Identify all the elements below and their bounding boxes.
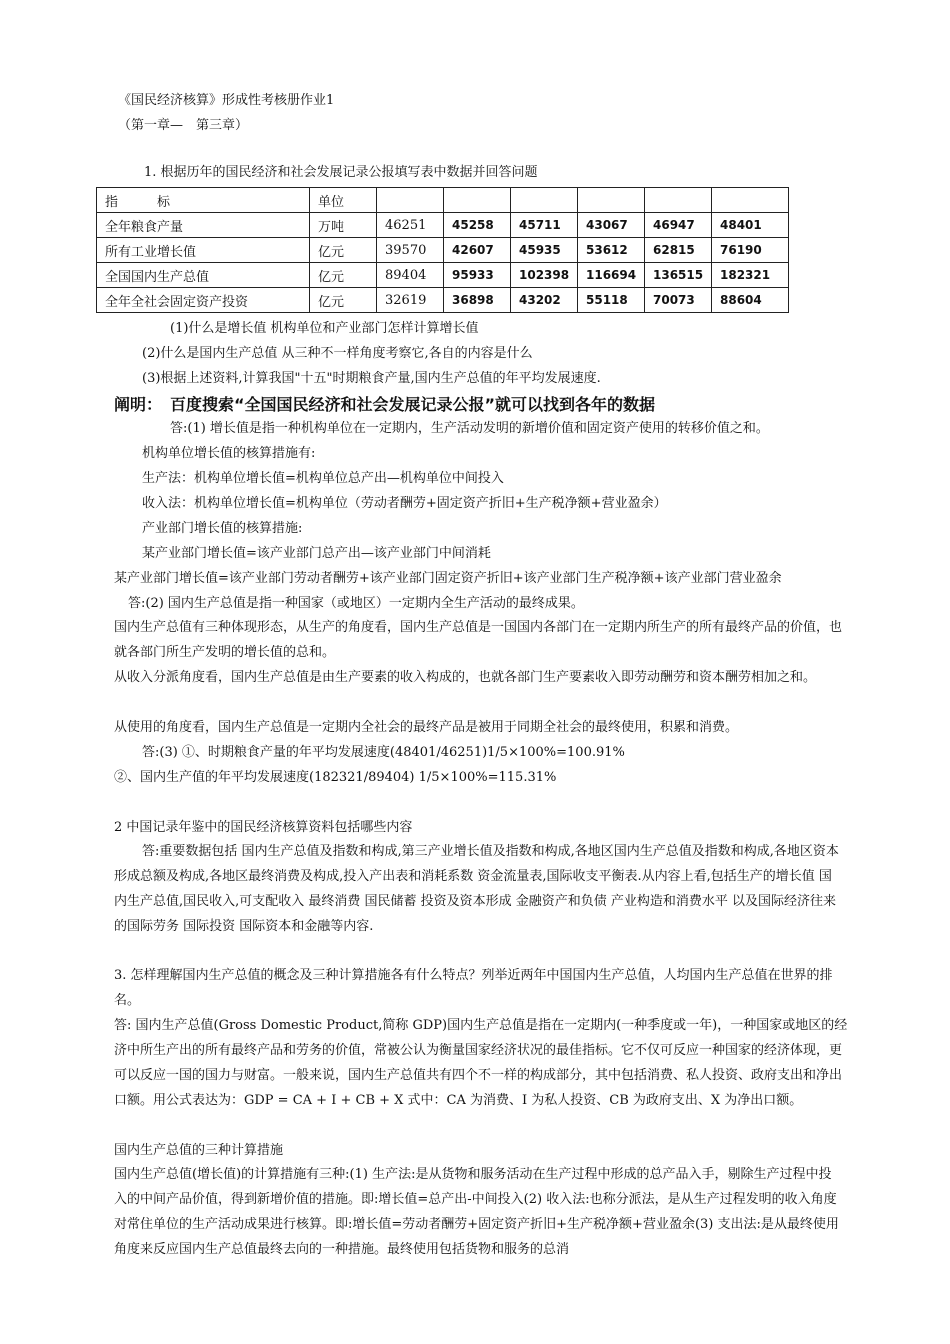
statistics-table: [96, 187, 789, 313]
answer-1-line: 某产业部门增长值=该产业部门总产出—该产业部门中间消耗: [142, 546, 491, 561]
table-cell: 53612: [578, 238, 645, 263]
answer-1-line: 收入法：机构单位增长值=机构单位（劳动者酬劳+固定资产折旧+生产税净额+营业盈余）: [142, 496, 667, 511]
question-3-answer: 答: 国内生产总值(Gross Domestic Product,简称 GDP)国内生产总值是指在一定期内(一种季度或一年)，一种国家或地区的经济中所生产出的所有最终产品和劳务的价值，常被公认为衡量国家经济状况的最佳指标。它不仅可反应一种国家的经济体现，更可以反应一国的国力与财富。一般来说，国内生产总值共有四个不一样的构成部分，其中包括消费、私人投资、政府支出和净出口额。用公式表达为：GDP = CA + I + CB + X 式中：CA 为消费、I 为私人投资、CB 为政府支出、X 为净出口额。: [114, 1018, 848, 1108]
answer-1-line: 机构单位增长值的核算措施有:: [142, 446, 316, 461]
answer-3-line: 答:(3) ①、时期粮食产量的年平均发展速度(48401/46251)1/5×100%=100.91%: [142, 745, 625, 760]
table-cell: 95933: [444, 263, 511, 288]
note-heading: 阐明： 百度搜索“全国国民经济和社会发展记录公报”就可以找到各年的数据: [114, 395, 656, 414]
table-cell: 102398: [511, 263, 578, 288]
table-cell: 36898: [444, 288, 511, 313]
table-cell: 亿元: [310, 288, 377, 313]
table-cell: 136515: [645, 263, 712, 288]
table-cell: 亿元: [310, 238, 377, 263]
sub-question-1: (1)什么是增长值 机构单位和产业部门怎样计算增长值: [170, 321, 479, 336]
answer-1-line: 产业部门增长值的核算措施:: [142, 521, 303, 536]
table-header-cell: 指 标: [97, 188, 310, 213]
table-cell: 全年粮食产量: [97, 213, 310, 238]
answer-2-paragraph: 从收入分派角度看，国内生产总值是由生产要素的收入构成的，也就各部门生产要素收入即劳动酬劳和资本酬劳相加之和。: [114, 670, 817, 685]
table-cell: 39570: [377, 238, 444, 263]
question-2-answer: 答:重要数据包括 国内生产总值及指数和构成,第三产业增长值及指数和构成,各地区国内生产总值及指数和构成,各地区资本形成总额及构成,各地区最终消费及构成,投入产出表和消耗系数 资金流量表,国际收支平衡表.从内容上看,包括生产的增长值 国内生产总值,国民收入,可支配收入 最终消费 国民储蓄 投资及资本形成 金融资产和负债 产业构造和消费水平 以及国际经济往来的国际劳务 国际投资 国际资本和金融等内容.: [114, 844, 839, 934]
table-header-cell: [645, 188, 712, 213]
answer-2-line: 答:(2) 国内生产总值是指一种国家（或地区）一定期内全生产活动的最终成果。: [128, 596, 584, 611]
table-cell: 182321: [712, 263, 789, 288]
table-row: [97, 238, 789, 263]
table-header-cell: [377, 188, 444, 213]
table-cell: 70073: [645, 288, 712, 313]
table-header-row: [97, 188, 789, 213]
question-3-prompt: 3. 怎样理解国内生产总值的概念及三种计算措施各有什么特点？列举近两年中国国内生产总值，人均国内生产总值在世界的排名。: [114, 968, 833, 1008]
answer-1-line: 某产业部门增长值=该产业部门劳动者酬劳+该产业部门固定资产折旧+该产业部门生产税净额+该产业部门营业盈余: [114, 571, 782, 586]
sub-question-3: (3)根据上述资料,计算我国"十五"时期粮食产量,国内生产总值的年平均发展速度.: [142, 371, 601, 386]
table-cell: 所有工业增长值: [97, 238, 310, 263]
table-cell: 116694: [578, 263, 645, 288]
table-cell: 45711: [511, 213, 578, 238]
question-2-prompt: 2 中国记录年鉴中的国民经济核算资料包括哪些内容: [114, 820, 413, 835]
answer-2-paragraph: 从使用的角度看，国内生产总值是一定期内全社会的最终产品是被用于同期全社会的最终使用，积累和消费。: [114, 720, 739, 735]
table-cell: 48401: [712, 213, 789, 238]
answer-1-line: 答:(1) 增长值是指一种机构单位在一定期内，生产活动发明的新增价值和固定资产使用的转移价值之和。: [170, 421, 769, 436]
table-cell: 42607: [444, 238, 511, 263]
table-row: [97, 288, 789, 313]
table-cell: 43067: [578, 213, 645, 238]
answer-1-line: 生产法：机构单位增长值=机构单位总产出—机构单位中间投入: [142, 471, 504, 486]
question-1-prompt: 1. 根据历年的国民经济和社会发展记录公报填写表中数据并回答问题: [144, 165, 538, 180]
methods-paragraph: 国内生产总值(增长值)的计算措施有三种:(1) 生产法:是从货物和服务活动在生产过程中形成的总产品入手，剔除生产过程中投入的中间产品价值，得到新增价值的措施。即:增长值=总产出-中间投入(2) 收入法:也称分派法，是从生产过程发明的收入角度对常住单位的生产活动成果进行核算。即:增长值=劳动者酬劳+固定资产折旧+生产税净额+营业盈余(3) 支出法:是从最终使用角度来反应国内生产总值最终去向的一种措施。最终使用包括货物和服务的总消: [114, 1167, 839, 1257]
table-header-cell: 单位: [310, 188, 377, 213]
table-cell: 89404: [377, 263, 444, 288]
table-cell: 32619: [377, 288, 444, 313]
table-cell: 万吨: [310, 213, 377, 238]
table-header-cell: [444, 188, 511, 213]
table-cell: 全年全社会固定资产投资: [97, 288, 310, 313]
answer-3-line: ②、国内生产值的年平均发展速度(182321/89404) 1/5×100%=115.31%: [114, 770, 557, 785]
table-row: [97, 263, 789, 288]
table-header-cell: [578, 188, 645, 213]
table-cell: 76190: [712, 238, 789, 263]
table-cell: 46947: [645, 213, 712, 238]
table-cell: 88604: [712, 288, 789, 313]
table-row: [97, 213, 789, 238]
table-cell: 45258: [444, 213, 511, 238]
table-header-cell: [511, 188, 578, 213]
table-cell: 46251: [377, 213, 444, 238]
document-subtitle: （第一章— 第三章）: [118, 118, 249, 133]
table-cell: 亿元: [310, 263, 377, 288]
document-title: 《国民经济核算》形成性考核册作业1: [118, 93, 335, 108]
table-cell: 45935: [511, 238, 578, 263]
table-cell: 62815: [645, 238, 712, 263]
table-cell: 43202: [511, 288, 578, 313]
table-cell: 全国国内生产总值: [97, 263, 310, 288]
table-header-cell: [712, 188, 789, 213]
table-cell: 55118: [578, 288, 645, 313]
answer-2-paragraph: 国内生产总值有三种体现形态，从生产的角度看，国内生产总值是一国国内各部门在一定期内所生产的所有最终产品的价值，也就各部门所生产发明的增长值的总和。: [114, 620, 843, 660]
methods-title: 国内生产总值的三种计算措施: [114, 1143, 284, 1158]
sub-question-2: (2)什么是国内生产总值 从三种不一样角度考察它,各自的内容是什么: [142, 346, 533, 361]
